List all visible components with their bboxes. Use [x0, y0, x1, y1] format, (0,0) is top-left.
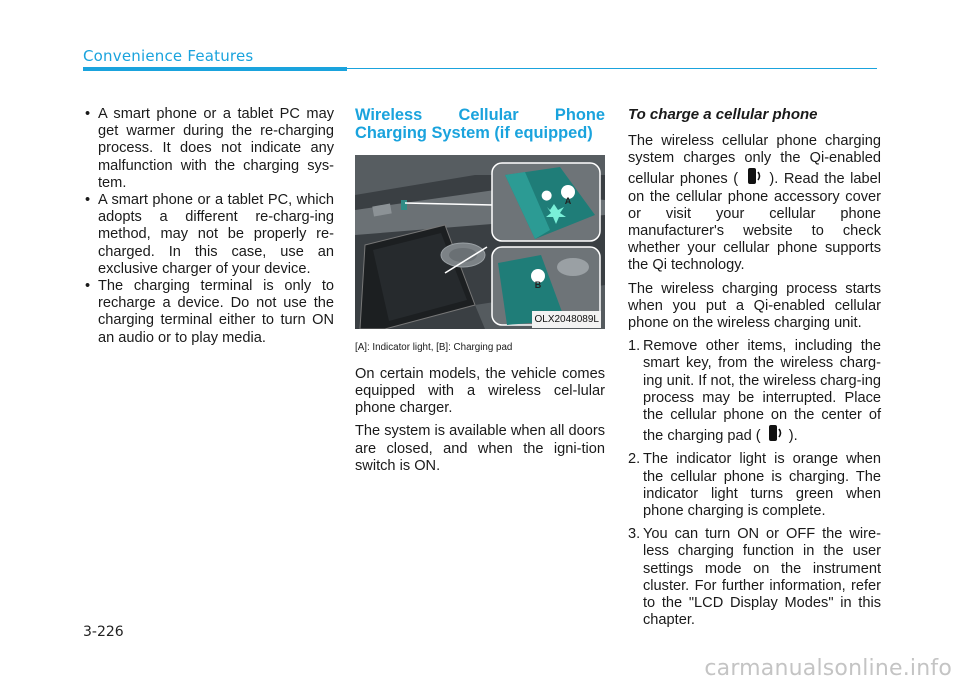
step-number: 3. [628, 526, 641, 543]
column-1 [83, 106, 334, 347]
step-text: Remove other items, including the smart key, from the wireless charg-ing unit. If not, the wireless charg-ing process may be interrupted. Place the cellular phone on the center of the charging pad ( [643, 338, 881, 445]
step-text: You can turn ON or OFF the wire-less charging function in the user settings mode on the instrument cluster. For further information, refer to the "LCD Display Modes" in this chapter. [643, 526, 881, 629]
console-drawing [355, 155, 605, 329]
paragraph: The wireless charging process starts when you put a Qi-enabled cellular phone on the wireless charging unit. [628, 280, 881, 332]
figure-code: OLX2048089L [532, 311, 601, 328]
header-rule-thin [347, 68, 877, 69]
step-number: 1. [628, 338, 641, 355]
column-2 [355, 106, 605, 481]
bullet-item: • The charging terminal is only to recharge a device. Do not use the charging terminal either to turn ON an audio or to play media. [83, 278, 334, 347]
charging-pad-illustration [355, 155, 605, 329]
steps-list [628, 338, 881, 629]
header-rule-thick [83, 67, 347, 71]
step-text: The indicator light is orange when the cellular phone is charging. The indicator light turns green when phone charging is complete. [643, 451, 881, 520]
column-3 [628, 106, 881, 635]
list-item [628, 338, 881, 445]
section-title: Convenience Features [83, 47, 254, 65]
svg-text:●: ● [541, 187, 553, 203]
figure-caption: [A]: Indicator light, [B]: Charging pad [355, 341, 513, 353]
paragraph: On certain models, the vehicle comes equipped with a wireless cel-lular phone charger. [355, 365, 605, 417]
bullet-list [83, 106, 334, 347]
list-item [628, 451, 881, 520]
bullet-item: • A smart phone or a tablet PC, which adopts a different re-charg-ing method, may not be properly re-charged. In this case, use an exclusive charger of your device. [83, 192, 334, 278]
step-number: 2. [628, 451, 641, 468]
paragraph-text: ). Read the label on the cellular phone accessory cover or visit your cellular phone manufacturer's website to check whether your cellular phone supports the Qi technology. [628, 171, 881, 274]
qi-icon [746, 167, 762, 187]
bullet-item: • A smart phone or a tablet PC may get warmer during the re-charging process. It does not indicate any malfunction with the charging sys-tem. [83, 106, 334, 192]
page-number: 3-226 [83, 624, 124, 640]
watermark: carmanualsonline.info [704, 656, 952, 681]
paragraph: The system is available when all doors are closed, and when the igni-tion switch is ON. [355, 423, 605, 474]
qi-icon [767, 424, 783, 444]
charge-phone-heading: To charge a cellular phone [628, 106, 818, 123]
paragraph-text: The wireless cellular phone charging system charges only the Qi-enabled cellular phones ( [628, 133, 881, 188]
callout-b-label: B [534, 279, 542, 290]
callout-a-label: A [564, 195, 572, 206]
paragraph [628, 133, 881, 275]
list-item [628, 526, 881, 629]
wireless-charging-heading: Wireless Cellular Phone Charging System (if equipped) [355, 106, 605, 143]
step-text: ). [788, 428, 798, 445]
